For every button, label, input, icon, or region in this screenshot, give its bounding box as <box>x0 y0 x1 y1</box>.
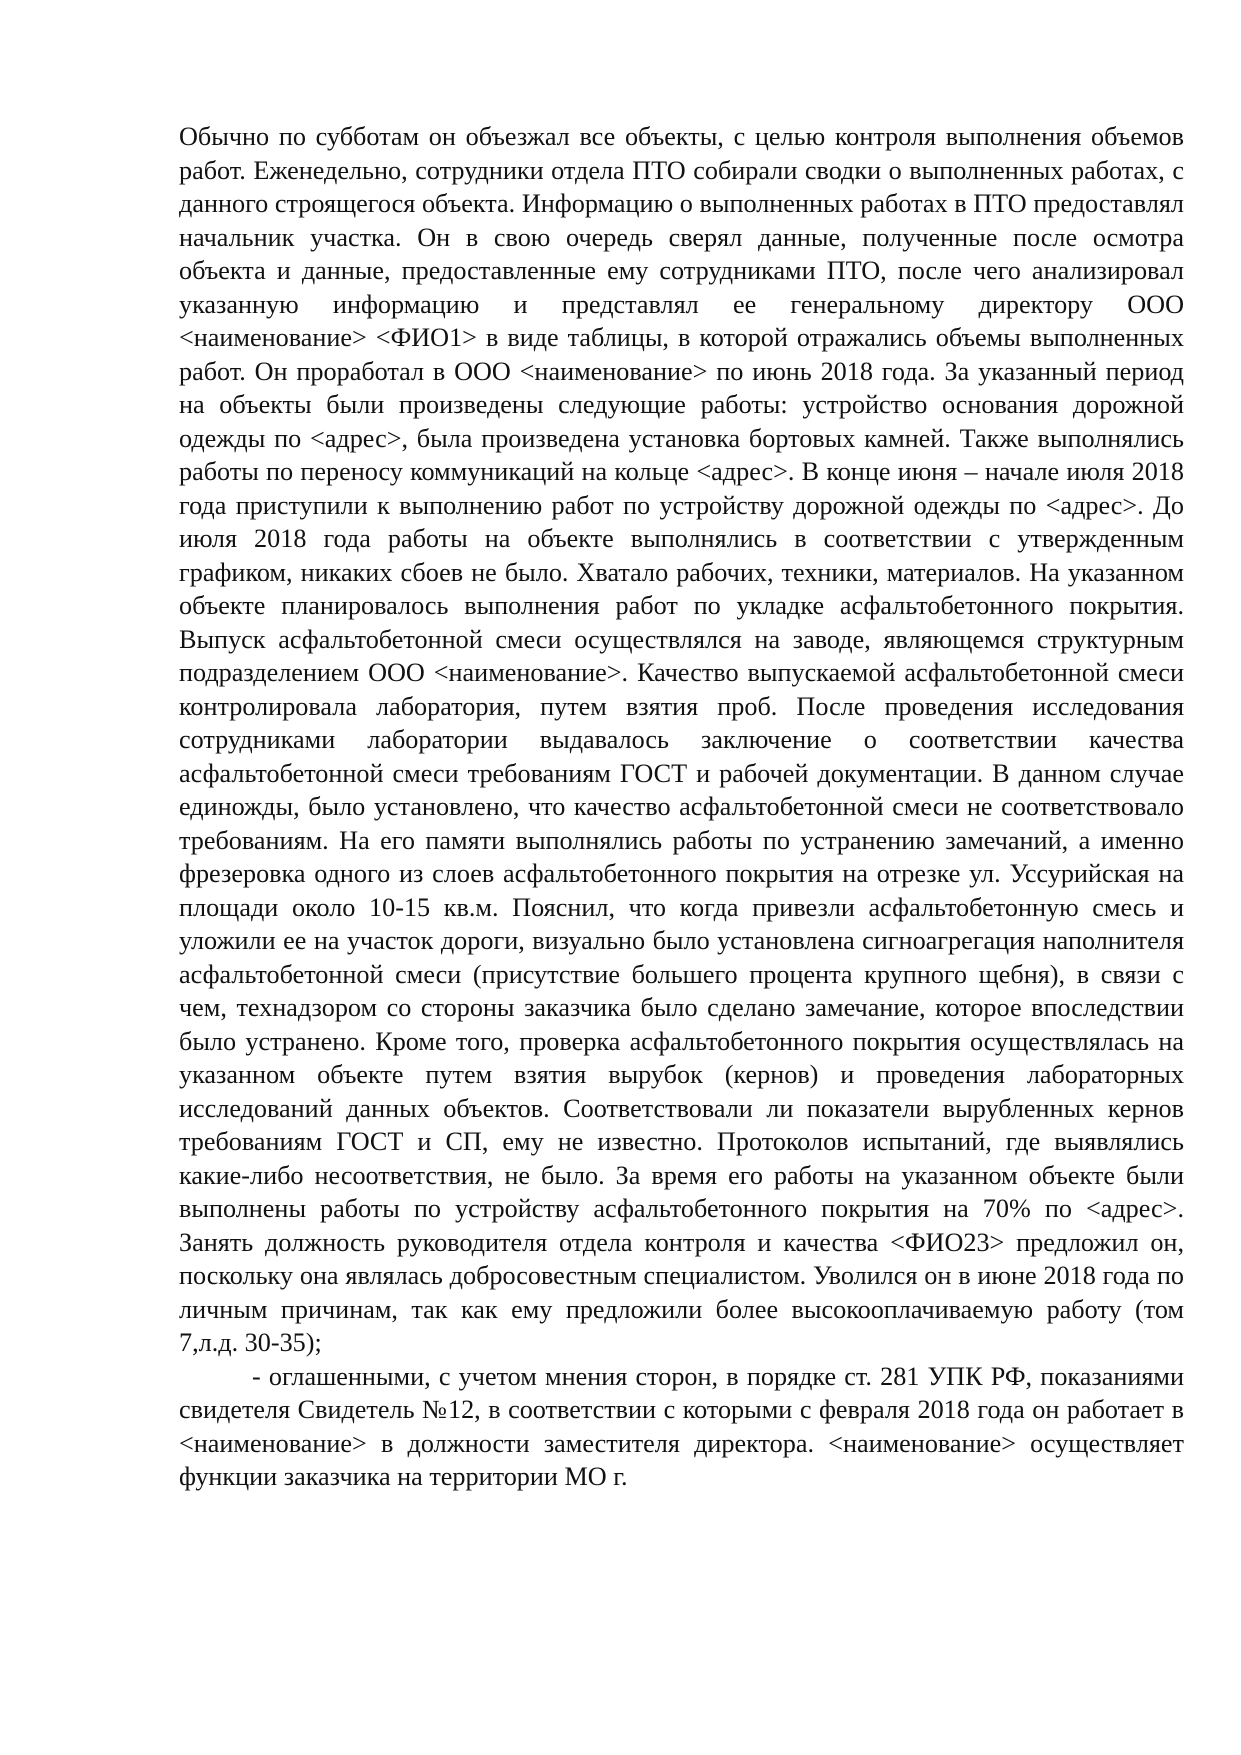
document-body <box>179 120 1184 1494</box>
paragraph-testimony-continued: Обычно по субботам он объезжал все объекты, с целью контроля выполнения объемов работ. Еженедельно, сотрудники отдела ПТО собирали сводки о выполненных работах, с данного строящегося объекта. Информацию о выполненных работах в ПТО предоставлял начальник участка. Он в свою очередь сверял данные, полученные после осмотра объекта и данные, предоставленные ему сотрудниками ПТО, после чего анализировал указанную информацию и представлял ее генеральному директору ООО <наименование> <ФИО1> в виде таблицы, в которой отражались объемы выполненных работ. Он проработал в ООО <наименование> по июнь 2018 года. За указанный период на объекты были произведены следующие работы: устройство основания дорожной одежды по <адрес>, была произведена установка бортовых камней. Также выполнялись работы по переносу коммуникаций на кольце <адрес>. В конце июня – начале июля 2018 года приступили к выполнению работ по устройству дорожной одежды по <адрес>. До июля 2018 года работы на объекте выполнялись в соответствии с утвержденным графиком, никаких сбоев не было. Хватало рабочих, техники, материалов. На указанном объекте планировалось выполнения работ по укладке асфальтобетонного покрытия. Выпуск асфальтобетонной смеси осуществлялся на заводе, являющемся структурным подразделением ООО <наименование>. Качество выпускаемой асфальтобетонной смеси контролировала лаборатория, путем взятия проб. После проведения исследования сотрудниками лаборатории выдавалось заключение о соответствии качества асфальтобетонной смеси требованиям ГОСТ и рабочей документации. В данном случае единожды, было установлено, что качество асфальтобетонной смеси не соответствовало требованиям. На его памяти выполнялись работы по устранению замечаний, а именно фрезеровка одного из слоев асфальтобетонного покрытия на отрезке ул. Уссурийская на площади около 10-15 кв.м. Пояснил, что когда привезли асфальтобетонную смесь и уложили ее на участок дороги, визуально было установлена сигноагрегация наполнителя асфальтобетонной смеси (присутствие большего процента крупного щебня), в связи с чем, технадзором со стороны заказчика было сделано замечание, которое впоследствии было устранено. Кроме того, проверка асфальтобетонного покрытия осуществлялась на указанном объекте путем взятия вырубок (кернов) и проведения лабораторных исследований данных объектов. Соответствовали ли показатели вырубленных кернов требованиям ГОСТ и СП, ему не известно. Протоколов испытаний, где выявлялись какие-либо несоответствия, не было. За время его работы на указанном объекте были выполнены работы по устройству асфальтобетонного покрытия на 70% по <адрес>. Занять должность руководителя отдела контроля и качества <ФИО23> предложил он, поскольку она являлась добросовестным специалистом. Уволился он в июне 2018 года по личным причинам, так как ему предложили более высокооплачиваемую работу (том 7,л.д. 30-35); <box>179 122 1184 1357</box>
paragraph-witness-12: - оглашенными, с учетом мнения сторон, в порядке ст. 281 УПК РФ, показаниями свидетеля Свидетель №12, в соответствии с которыми с февраля 2018 года он работает в <наименование> в должности заместителя директора. <наименование> осуществляет функции заказчика на территории МО г. <box>179 1361 1184 1491</box>
